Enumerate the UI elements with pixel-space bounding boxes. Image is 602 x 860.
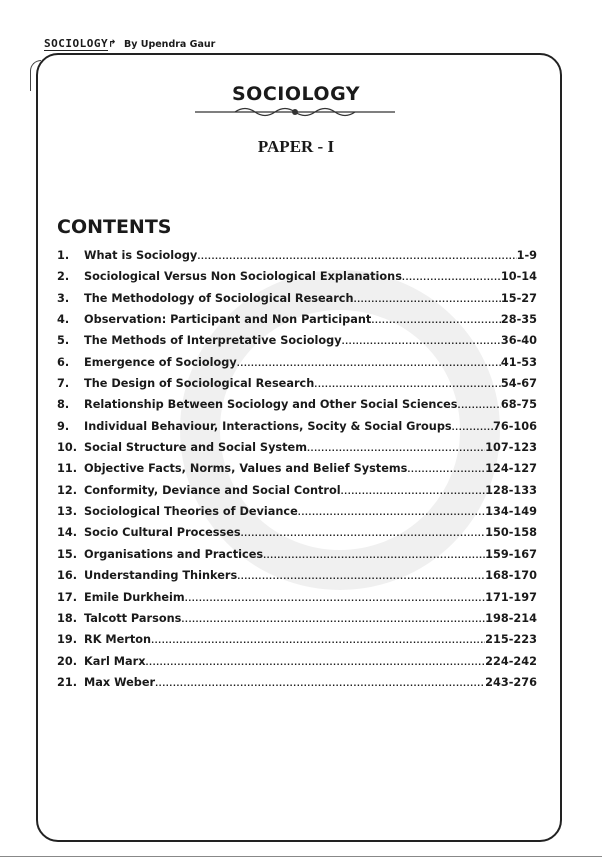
toc-title: The Methodology of Sociological Research <box>84 291 354 305</box>
toc-entry <box>57 441 537 462</box>
toc-pages: 76-106 <box>493 419 537 433</box>
toc-entry <box>57 548 537 569</box>
toc-pages: 124-127 <box>485 462 537 476</box>
toc-entry <box>57 249 537 270</box>
toc-title: Social Structure and Social System <box>84 441 307 455</box>
toc-pages: 41-53 <box>500 355 537 369</box>
toc-leader-dots <box>181 615 485 624</box>
toc-pages: 15-27 <box>500 291 537 305</box>
toc-entry <box>57 292 537 313</box>
toc-leader-dots <box>452 423 493 432</box>
toc-entry <box>57 569 537 590</box>
toc-pages: 134-149 <box>485 505 537 519</box>
toc-pages: 10-14 <box>500 270 537 284</box>
toc-title: Understanding Thinkers <box>84 569 238 583</box>
toc-number: 11. <box>57 462 78 476</box>
toc-number: 19. <box>57 633 78 647</box>
toc-number: 16. <box>57 569 78 583</box>
toc-entry <box>57 484 537 505</box>
toc-number: 3. <box>57 291 70 305</box>
toc-title: Organisations and Practices <box>84 547 264 561</box>
toc-title: Individual Behaviour, Interactions, Socity & Social Groups <box>84 419 452 433</box>
toc-leader-dots <box>314 380 501 389</box>
toc-leader-dots <box>185 594 485 603</box>
toc-leader-dots <box>241 529 486 538</box>
toc-pages: 198-214 <box>485 611 537 625</box>
toc-title: Max Weber <box>84 675 156 689</box>
toc-title: Objective Facts, Norms, Values and Belief Systems <box>84 462 408 476</box>
toc-pages: 107-123 <box>485 441 537 455</box>
toc-entry <box>57 420 537 441</box>
toc-number: 15. <box>57 547 78 561</box>
toc-pages: 215-223 <box>485 633 537 647</box>
contents-heading: CONTENTS <box>57 216 172 238</box>
toc-leader-dots <box>371 316 501 325</box>
toc-entry <box>57 377 537 398</box>
toc-number: 9. <box>57 419 70 433</box>
toc-title: Conformity, Deviance and Social Control <box>84 483 341 497</box>
flourish-divider-icon <box>195 104 395 120</box>
toc-number: 5. <box>57 334 70 348</box>
toc-leader-dots <box>307 444 485 453</box>
page-edge <box>0 856 602 857</box>
toc-title: The Methods of Interpretative Sociology <box>84 334 342 348</box>
toc-number: 13. <box>57 505 78 519</box>
toc-leader-dots <box>298 508 485 517</box>
toc-number: 21. <box>57 675 78 689</box>
toc-pages: 68-75 <box>500 398 537 412</box>
toc-leader-dots <box>402 273 501 282</box>
toc-title: Sociological Theories of Deviance <box>84 505 298 519</box>
running-header-author: By Upendra Gaur <box>123 39 216 50</box>
table-of-contents <box>57 249 537 697</box>
toc-pages: 150-158 <box>485 526 537 540</box>
toc-entry <box>57 334 537 355</box>
toc-entry <box>57 398 537 419</box>
toc-pages: 224-242 <box>485 654 537 668</box>
toc-leader-dots <box>237 359 501 368</box>
toc-title: Emile Durkheim <box>84 590 185 604</box>
toc-title: Emergence of Sociology <box>84 355 237 369</box>
toc-title: Karl Marx <box>84 654 146 668</box>
toc-entry <box>57 462 537 483</box>
toc-title: Talcott Parsons <box>84 611 182 625</box>
toc-title: RK Merton <box>84 633 152 647</box>
toc-number: 2. <box>57 270 70 284</box>
toc-number: 8. <box>57 398 70 412</box>
running-header-brand: SOCIOLOGY <box>44 37 109 50</box>
toc-leader-dots <box>341 487 486 496</box>
toc-entry <box>57 356 537 377</box>
toc-leader-dots <box>237 572 485 581</box>
toc-pages: 171-197 <box>485 590 537 604</box>
toc-number: 14. <box>57 526 78 540</box>
page-title: SOCIOLOGY <box>231 83 361 105</box>
toc-pages: 168-170 <box>485 569 537 583</box>
toc-leader-dots <box>342 337 501 346</box>
toc-title: Socio Cultural Processes <box>84 526 241 540</box>
running-header <box>44 37 215 50</box>
toc-pages: 54-67 <box>500 377 537 391</box>
toc-entry <box>57 612 537 633</box>
toc-title: Sociological Versus Non Sociological Explanations <box>84 270 402 284</box>
toc-number: 6. <box>57 355 70 369</box>
toc-pages: 243-276 <box>485 675 537 689</box>
arrow-icon: ↱ <box>108 39 117 50</box>
toc-title: The Design of Sociological Research <box>84 377 315 391</box>
toc-leader-dots <box>151 636 485 645</box>
toc-pages: 1-9 <box>516 249 537 262</box>
toc-entry <box>57 655 537 676</box>
toc-leader-dots <box>263 551 485 560</box>
toc-pages: 36-40 <box>500 334 537 348</box>
toc-pages: 128-133 <box>485 483 537 497</box>
toc-leader-dots <box>458 401 501 410</box>
toc-title: What is Sociology <box>84 249 198 262</box>
toc-entry <box>57 633 537 654</box>
paper-heading: PAPER - I <box>257 137 335 156</box>
toc-number: 20. <box>57 654 78 668</box>
toc-number: 10. <box>57 441 78 455</box>
toc-entry <box>57 591 537 612</box>
toc-number: 18. <box>57 611 78 625</box>
toc-number: 7. <box>57 377 70 391</box>
toc-entry <box>57 270 537 291</box>
toc-title: Observation: Participant and Non Participant <box>84 313 372 327</box>
toc-title: Relationship Between Sociology and Other Social Sciences <box>84 398 458 412</box>
toc-leader-dots <box>155 679 485 688</box>
toc-pages: 28-35 <box>500 313 537 327</box>
toc-number: 4. <box>57 313 70 327</box>
toc-entry <box>57 526 537 547</box>
toc-leader-dots <box>407 465 485 474</box>
toc-entry <box>57 313 537 334</box>
toc-entry <box>57 505 537 526</box>
toc-number: 17. <box>57 590 78 604</box>
toc-leader-dots <box>197 252 516 261</box>
toc-number: 12. <box>57 483 78 497</box>
toc-entry <box>57 676 537 697</box>
toc-number: 1. <box>57 249 70 262</box>
toc-leader-dots <box>354 295 501 304</box>
toc-pages: 159-167 <box>485 547 537 561</box>
toc-leader-dots <box>145 658 485 667</box>
